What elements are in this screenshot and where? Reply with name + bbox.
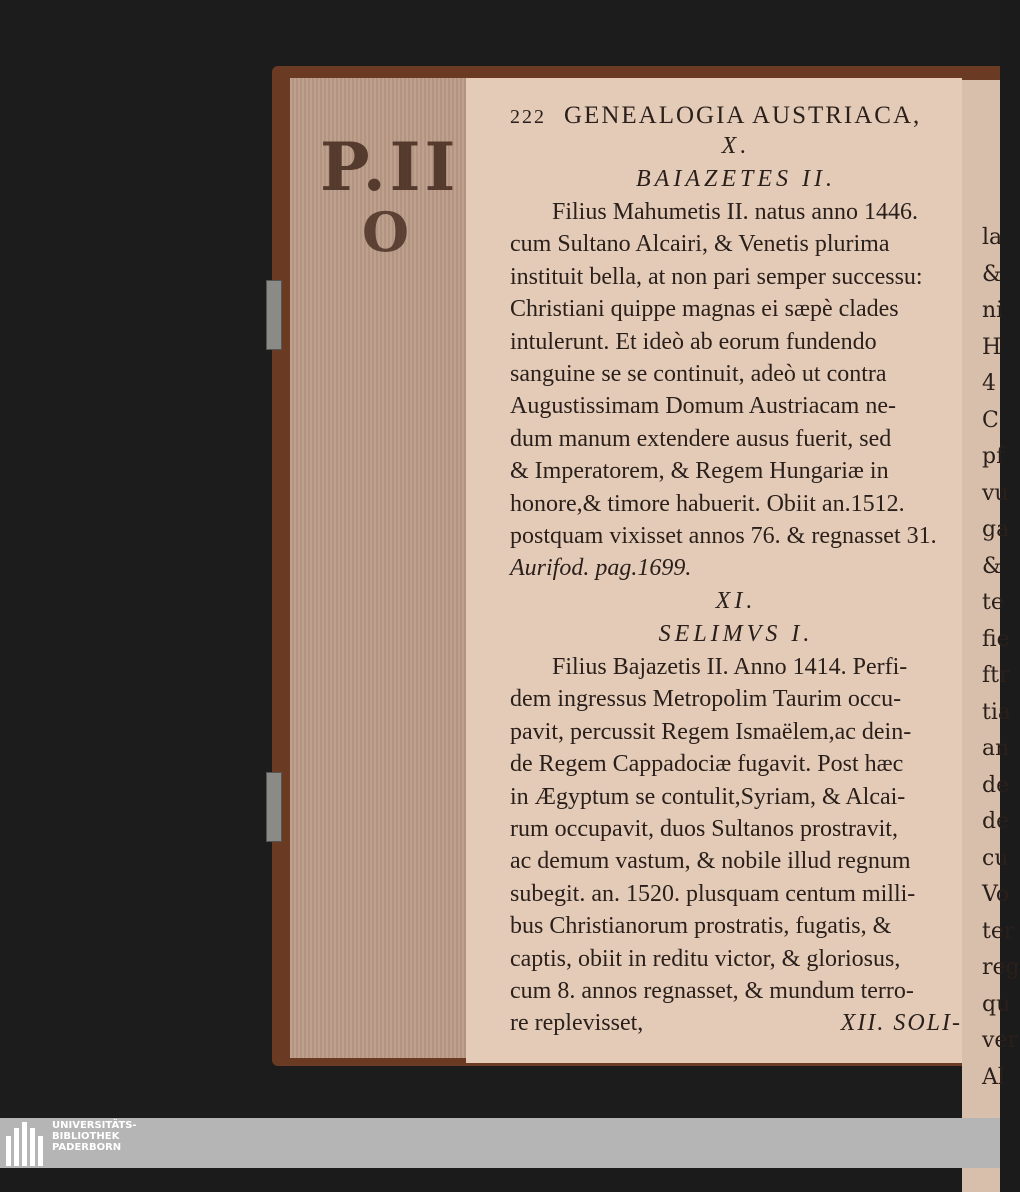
text-line: bus Christianorum prostratis, fugatis, & [510,913,892,940]
text-line: postquam vixisset annos 76. & regnasset 31. [510,523,937,550]
page-number: 222 [510,106,546,128]
running-title: GENEALOGIA AUSTRIACA, [564,102,922,129]
next-page-fragment: ftr [982,663,1010,688]
next-page-fragment: Vo [982,882,1010,907]
next-page-fragment: pf [982,444,1005,469]
library-logo-icon [6,1120,46,1166]
next-page-fragment: tia [982,699,1011,725]
section-title: BAIAZETES II. [636,166,836,192]
library-logo-text [52,1120,137,1153]
library-footer-bar [0,1118,1000,1168]
text-line: Christiani quippe magnas ei sæpè clades [510,296,899,323]
catchword: XII. SOLI- [840,1010,962,1037]
next-page-fragment: la [982,225,1003,250]
next-page-fragment: 4 [982,371,996,396]
last-line-row [510,1007,962,1039]
text-line: in Ægyptum se contulit,Syriam, & Alcai- [510,783,906,810]
text-line: & Imperatorem, & Regem Hungariæ in [510,458,889,485]
next-page-edge [962,80,1020,1192]
next-page-fragment: & [982,261,1002,287]
next-page-fragment: ga [982,517,1010,542]
text-line: cum Sultano Alcairi, & Venetis plurima [510,231,890,258]
next-page-fragment: ni [982,298,1004,323]
text-line: Aurifod. pag.1699. [510,555,692,582]
next-page-fragment: H [982,334,1002,360]
next-page-fragment: qu [982,991,1011,1017]
clasp-top [266,280,282,350]
section-number: X. [721,133,751,159]
next-page-fragment: Al [982,1064,1005,1090]
next-page-fragment: cu [982,845,1009,871]
next-page-fragment: fie [982,626,1010,652]
text-line: Filius Bajazetis II. Anno 1414. Perfi- [552,653,908,680]
next-page-fragment: an [982,736,1010,761]
next-page-fragment: & [982,553,1002,579]
text-line: cum 8. annos regnasset, & mundum terro- [510,977,914,1004]
next-page-fragment: te [982,590,1004,615]
text-line: honore,& timore habuerit. Obiit an.1512. [510,490,905,517]
edge-stamp-mark-2: O [362,200,410,264]
text-line: subegit. an. 1520. plusquam centum milli- [510,880,916,907]
text-line: ac demum vastum, & nobile illud regnum [510,848,911,875]
clasp-bottom [266,772,282,842]
text-line: instituit bella, at non pari semper successu: [510,263,923,290]
logo-line: UNIVERSITÄTS- [52,1120,137,1131]
text-line: Filius Mahumetis II. natus anno 1446. [552,199,918,225]
next-page-fragment: vu [982,480,1009,506]
text-line: dum manum extendere ausus fuerit, sed [510,425,892,452]
section-number: XI. [715,587,757,614]
text-line: de Regem Cappadociæ fugavit. Post hæc [510,751,904,778]
section-body [510,651,962,1007]
text-line: re replevisset, [510,1010,644,1037]
next-page-fragment: ver [982,1028,1018,1053]
next-page-fragment: reg [982,955,1020,980]
text-line: Augustissimam Domum Austriacam ne- [510,393,896,420]
page-text [510,102,962,1039]
next-page-fragment: C [982,407,999,433]
running-head [510,102,962,130]
section-title: SELIMVS I. [658,620,814,647]
text-line: rum occupavit, duos Sultanos prostravit, [510,815,898,842]
text-line: captis, obiit in reditu victor, & gloriosus, [510,945,901,972]
logo-line: PADERBORN [52,1142,122,1153]
next-page-fragment: de [982,809,1010,834]
text-line: intulerunt. Et ideò ab eorum fundendo [510,328,877,355]
text-line: pavit, percussit Regem Ismaëlem,ac dein- [510,718,912,745]
text-line: dem ingressus Metropolim Taurim occu- [510,686,902,713]
edge-stamp-mark: P.II [320,128,460,206]
next-page-fragment: ter [982,918,1015,944]
logo-line: BIBLIOTHEK [52,1131,120,1142]
section-body [510,196,962,585]
next-page-fragment: de [982,772,1010,798]
text-line: sanguine se se continuit, adeò ut contra [510,361,887,388]
